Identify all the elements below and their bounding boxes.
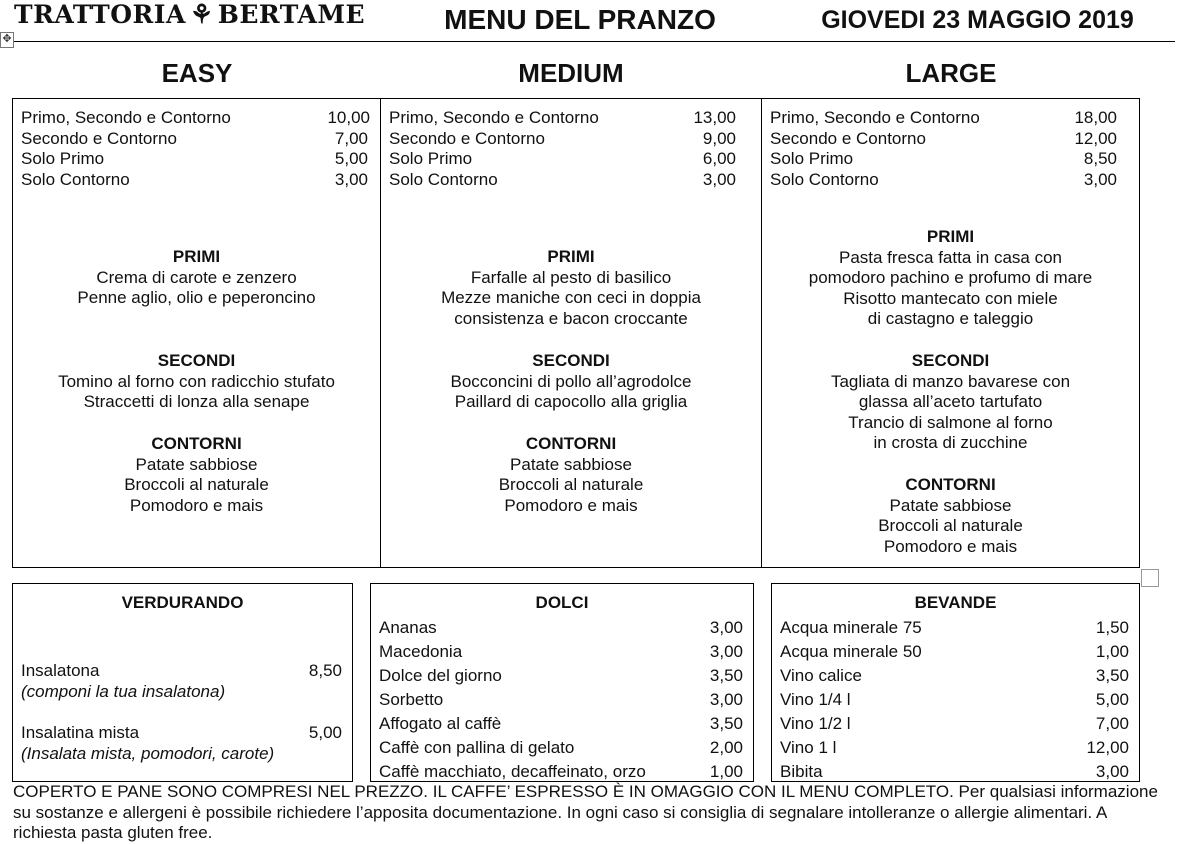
item-price: 5,00 [308, 723, 342, 742]
price-row [21, 170, 370, 191]
menu-column-easy [13, 98, 380, 566]
price-row [770, 129, 1117, 150]
menu-title: MENU DEL PRANZO [444, 4, 716, 35]
price-row [389, 108, 736, 129]
dish-item: Risotto mantecato con miele [843, 288, 1058, 308]
dish-item: Pomodoro e mais [504, 495, 638, 515]
footer-note: COPERTO E PANE SONO COMPRESI NEL PREZZO. IL CAFFE’ ESPRESSO È IN OMAGGIO CON IL MENU COMPLETO. Per qualsiasi informazione su sostanze e allergeni è possibile richiedere l’apposita documentazione. In ogni caso si consiglia di segnalare intolleranze o allergie alimentari. A richiesta pasta gluten free. [13, 782, 1158, 843]
item-name: Insalatona [21, 661, 100, 680]
menu-column-medium [381, 98, 761, 566]
item-price: 2,00 [709, 738, 743, 757]
salad-list [13, 616, 352, 764]
dessert-row [379, 688, 743, 712]
dish-item: Broccoli al naturale [878, 516, 1023, 536]
drinks-list [772, 616, 1139, 784]
drink-row [780, 616, 1129, 640]
dish-item: Straccetti di lonza alla senape [83, 392, 310, 412]
item-name: Sorbetto [379, 690, 444, 709]
primi-section [762, 227, 1139, 330]
price-label: Secondo e Contorno [21, 128, 177, 148]
secondi-section [13, 351, 380, 413]
price-label: Solo Contorno [21, 169, 130, 189]
drink-row [780, 736, 1129, 760]
item-name: Insalatina mista [21, 723, 140, 742]
dessert-row [379, 760, 743, 784]
size-heading-medium: MEDIUM [518, 58, 624, 88]
menu-date: GIOVEDI 23 MAGGIO 2019 [821, 6, 1134, 34]
price-row [389, 170, 736, 191]
price-label: Solo Contorno [389, 169, 498, 189]
price-value: 6,00 [702, 149, 736, 169]
dish-item: Patate sabbiose [510, 454, 632, 474]
price-label: Primo, Secondo e Contorno [389, 108, 599, 127]
dish-item: Broccoli al naturale [124, 475, 269, 495]
price-value: 3,00 [334, 169, 368, 189]
price-label: Secondo e Contorno [770, 128, 926, 148]
price-value: 5,00 [334, 149, 368, 169]
price-value: 3,00 [702, 169, 736, 189]
item-price: 3,00 [709, 618, 743, 637]
section-heading: PRIMI [172, 247, 221, 266]
dessert-row [379, 640, 743, 664]
move-handle-icon[interactable]: ✥ [0, 32, 14, 48]
item-name: Acqua minerale 50 [780, 642, 922, 661]
drink-row [780, 760, 1129, 784]
item-price: 3,00 [709, 690, 743, 709]
price-row [770, 108, 1117, 129]
secondi-section [762, 351, 1139, 454]
dish-item: Pomodoro e mais [129, 495, 264, 515]
primi-section [381, 247, 761, 329]
item-price: 3,50 [709, 714, 743, 733]
dolci-box [370, 583, 754, 782]
item-name: Affogato al caffè [379, 714, 502, 733]
item-name: Vino 1 l [780, 738, 837, 757]
restaurant-logo [14, 0, 365, 30]
item-name: Caffè macchiato, decaffeinato, orzo [379, 762, 646, 781]
contorni-section [381, 434, 761, 516]
price-row [21, 108, 370, 129]
section-heading: PRIMI [926, 227, 975, 246]
verdurando-box [12, 583, 353, 782]
dish-item: Broccoli al naturale [498, 475, 644, 495]
brand-name-left: TRATTORIA [14, 0, 186, 29]
dessert-row [379, 712, 743, 736]
price-label: Secondo e Contorno [389, 128, 545, 148]
salad-row [21, 660, 342, 681]
price-value: 8,50 [1083, 149, 1117, 169]
size-heading-large: LARGE [905, 58, 997, 88]
section-heading: CONTORNI [525, 434, 617, 453]
dish-item: Pomodoro e mais [883, 536, 1018, 556]
drink-row [780, 640, 1129, 664]
table-resize-icon[interactable] [1141, 569, 1159, 587]
dessert-row [379, 664, 743, 688]
item-name: Acqua minerale 75 [780, 618, 922, 637]
price-value: 9,00 [702, 128, 736, 148]
price-row [389, 149, 736, 170]
item-name: Vino calice [780, 666, 862, 685]
bevande-box [771, 583, 1140, 782]
drink-row [780, 664, 1129, 688]
dessert-row [379, 616, 743, 640]
dessert-list [371, 616, 753, 784]
item-price: 7,00 [1095, 714, 1129, 733]
price-row [21, 129, 370, 150]
dish-item: Crema di carote e zenzero [96, 267, 297, 287]
size-heading-easy: EASY [161, 58, 233, 88]
item-name: Vino 1/2 l [780, 714, 851, 733]
dish-item: Pasta fresca fatta in casa con [838, 247, 1062, 267]
item-price: 5,00 [1095, 690, 1129, 709]
dish-item: Tomino al forno con radicchio stufato [58, 371, 335, 391]
primi-section [13, 247, 380, 309]
item-price: 8,50 [308, 661, 342, 680]
box-title: BEVANDE [914, 593, 997, 612]
dish-item: Penne aglio, olio e peperoncino [77, 288, 316, 308]
dish-item: Bocconcini di pollo all’agrodolce [450, 371, 692, 391]
dish-item: Farfalle al pesto di basilico [470, 267, 672, 287]
item-name: Ananas [379, 618, 437, 637]
item-price: 1,00 [709, 762, 743, 781]
secondi-section [381, 351, 761, 413]
contorni-section [762, 475, 1139, 557]
price-row [770, 149, 1117, 170]
item-price: 3,50 [1095, 666, 1129, 685]
dish-item: in crosta di zucchine [873, 433, 1028, 453]
item-name: Bibita [780, 762, 823, 781]
item-price: 12,00 [1086, 738, 1129, 757]
item-name: Caffè con pallina di gelato [379, 738, 575, 757]
price-value: 18,00 [1074, 108, 1117, 127]
section-heading: SECONDI [532, 351, 610, 370]
price-value: 7,00 [334, 128, 368, 148]
box-title: VERDURANDO [121, 593, 244, 612]
section-heading: CONTORNI [151, 434, 242, 453]
box-title: DOLCI [535, 593, 589, 612]
price-label: Primo, Secondo e Contorno [21, 108, 231, 127]
item-note: (componi la tua insalatona) [21, 682, 226, 701]
price-row [770, 170, 1117, 191]
drink-row [780, 712, 1129, 736]
dessert-row [379, 736, 743, 760]
price-value: 13,00 [693, 108, 736, 127]
dish-item: consistenza e bacon croccante [454, 308, 688, 328]
item-price: 1,50 [1095, 618, 1129, 637]
dish-item: Tagliata di manzo bavarese con [830, 371, 1071, 391]
section-heading: CONTORNI [905, 475, 996, 494]
price-row [21, 149, 370, 170]
item-name: Macedonia [379, 642, 463, 661]
knot-icon: ⚘ [189, 0, 214, 30]
dish-item: Patate sabbiose [889, 495, 1012, 515]
header-divider [14, 41, 1175, 42]
price-value: 3,00 [1083, 169, 1117, 189]
item-price: 1,00 [1095, 642, 1129, 661]
price-label: Primo, Secondo e Contorno [770, 108, 980, 127]
dish-item: Mezze maniche con ceci in doppia [441, 288, 701, 308]
dish-item: Trancio di salmone al forno [848, 412, 1053, 432]
drink-row [780, 688, 1129, 712]
dish-item: glassa all’aceto tartufato [858, 392, 1043, 412]
price-value: 12,00 [1074, 128, 1117, 148]
contorni-section [13, 434, 380, 516]
item-name: Vino 1/4 l [780, 690, 851, 709]
item-name: Dolce del giorno [379, 666, 502, 685]
dish-item: Patate sabbiose [135, 454, 258, 474]
item-note: (Insalata mista, pomodori, carote) [21, 744, 275, 763]
price-list [389, 108, 736, 190]
section-heading: PRIMI [547, 247, 595, 266]
price-label: Solo Primo [21, 149, 105, 169]
item-price: 3,00 [1095, 762, 1129, 781]
section-heading: SECONDI [911, 351, 990, 370]
price-label: Solo Contorno [770, 169, 879, 189]
item-price: 3,50 [709, 666, 743, 685]
brand-name-right: BERTAME [217, 0, 366, 29]
item-price: 3,00 [709, 642, 743, 661]
section-heading: SECONDI [157, 351, 236, 370]
dish-item: Paillard di capocollo alla griglia [454, 392, 688, 412]
price-value: 10,00 [327, 108, 370, 127]
price-label: Solo Primo [770, 149, 854, 169]
price-label: Solo Primo [389, 149, 473, 169]
price-list [770, 108, 1117, 190]
price-row [389, 129, 736, 150]
dish-item: pomodoro pachino e profumo di mare [808, 268, 1093, 288]
menu-column-large [762, 98, 1139, 566]
salad-row [21, 722, 342, 743]
dish-item: di castagno e taleggio [867, 309, 1034, 329]
price-list [21, 108, 370, 190]
